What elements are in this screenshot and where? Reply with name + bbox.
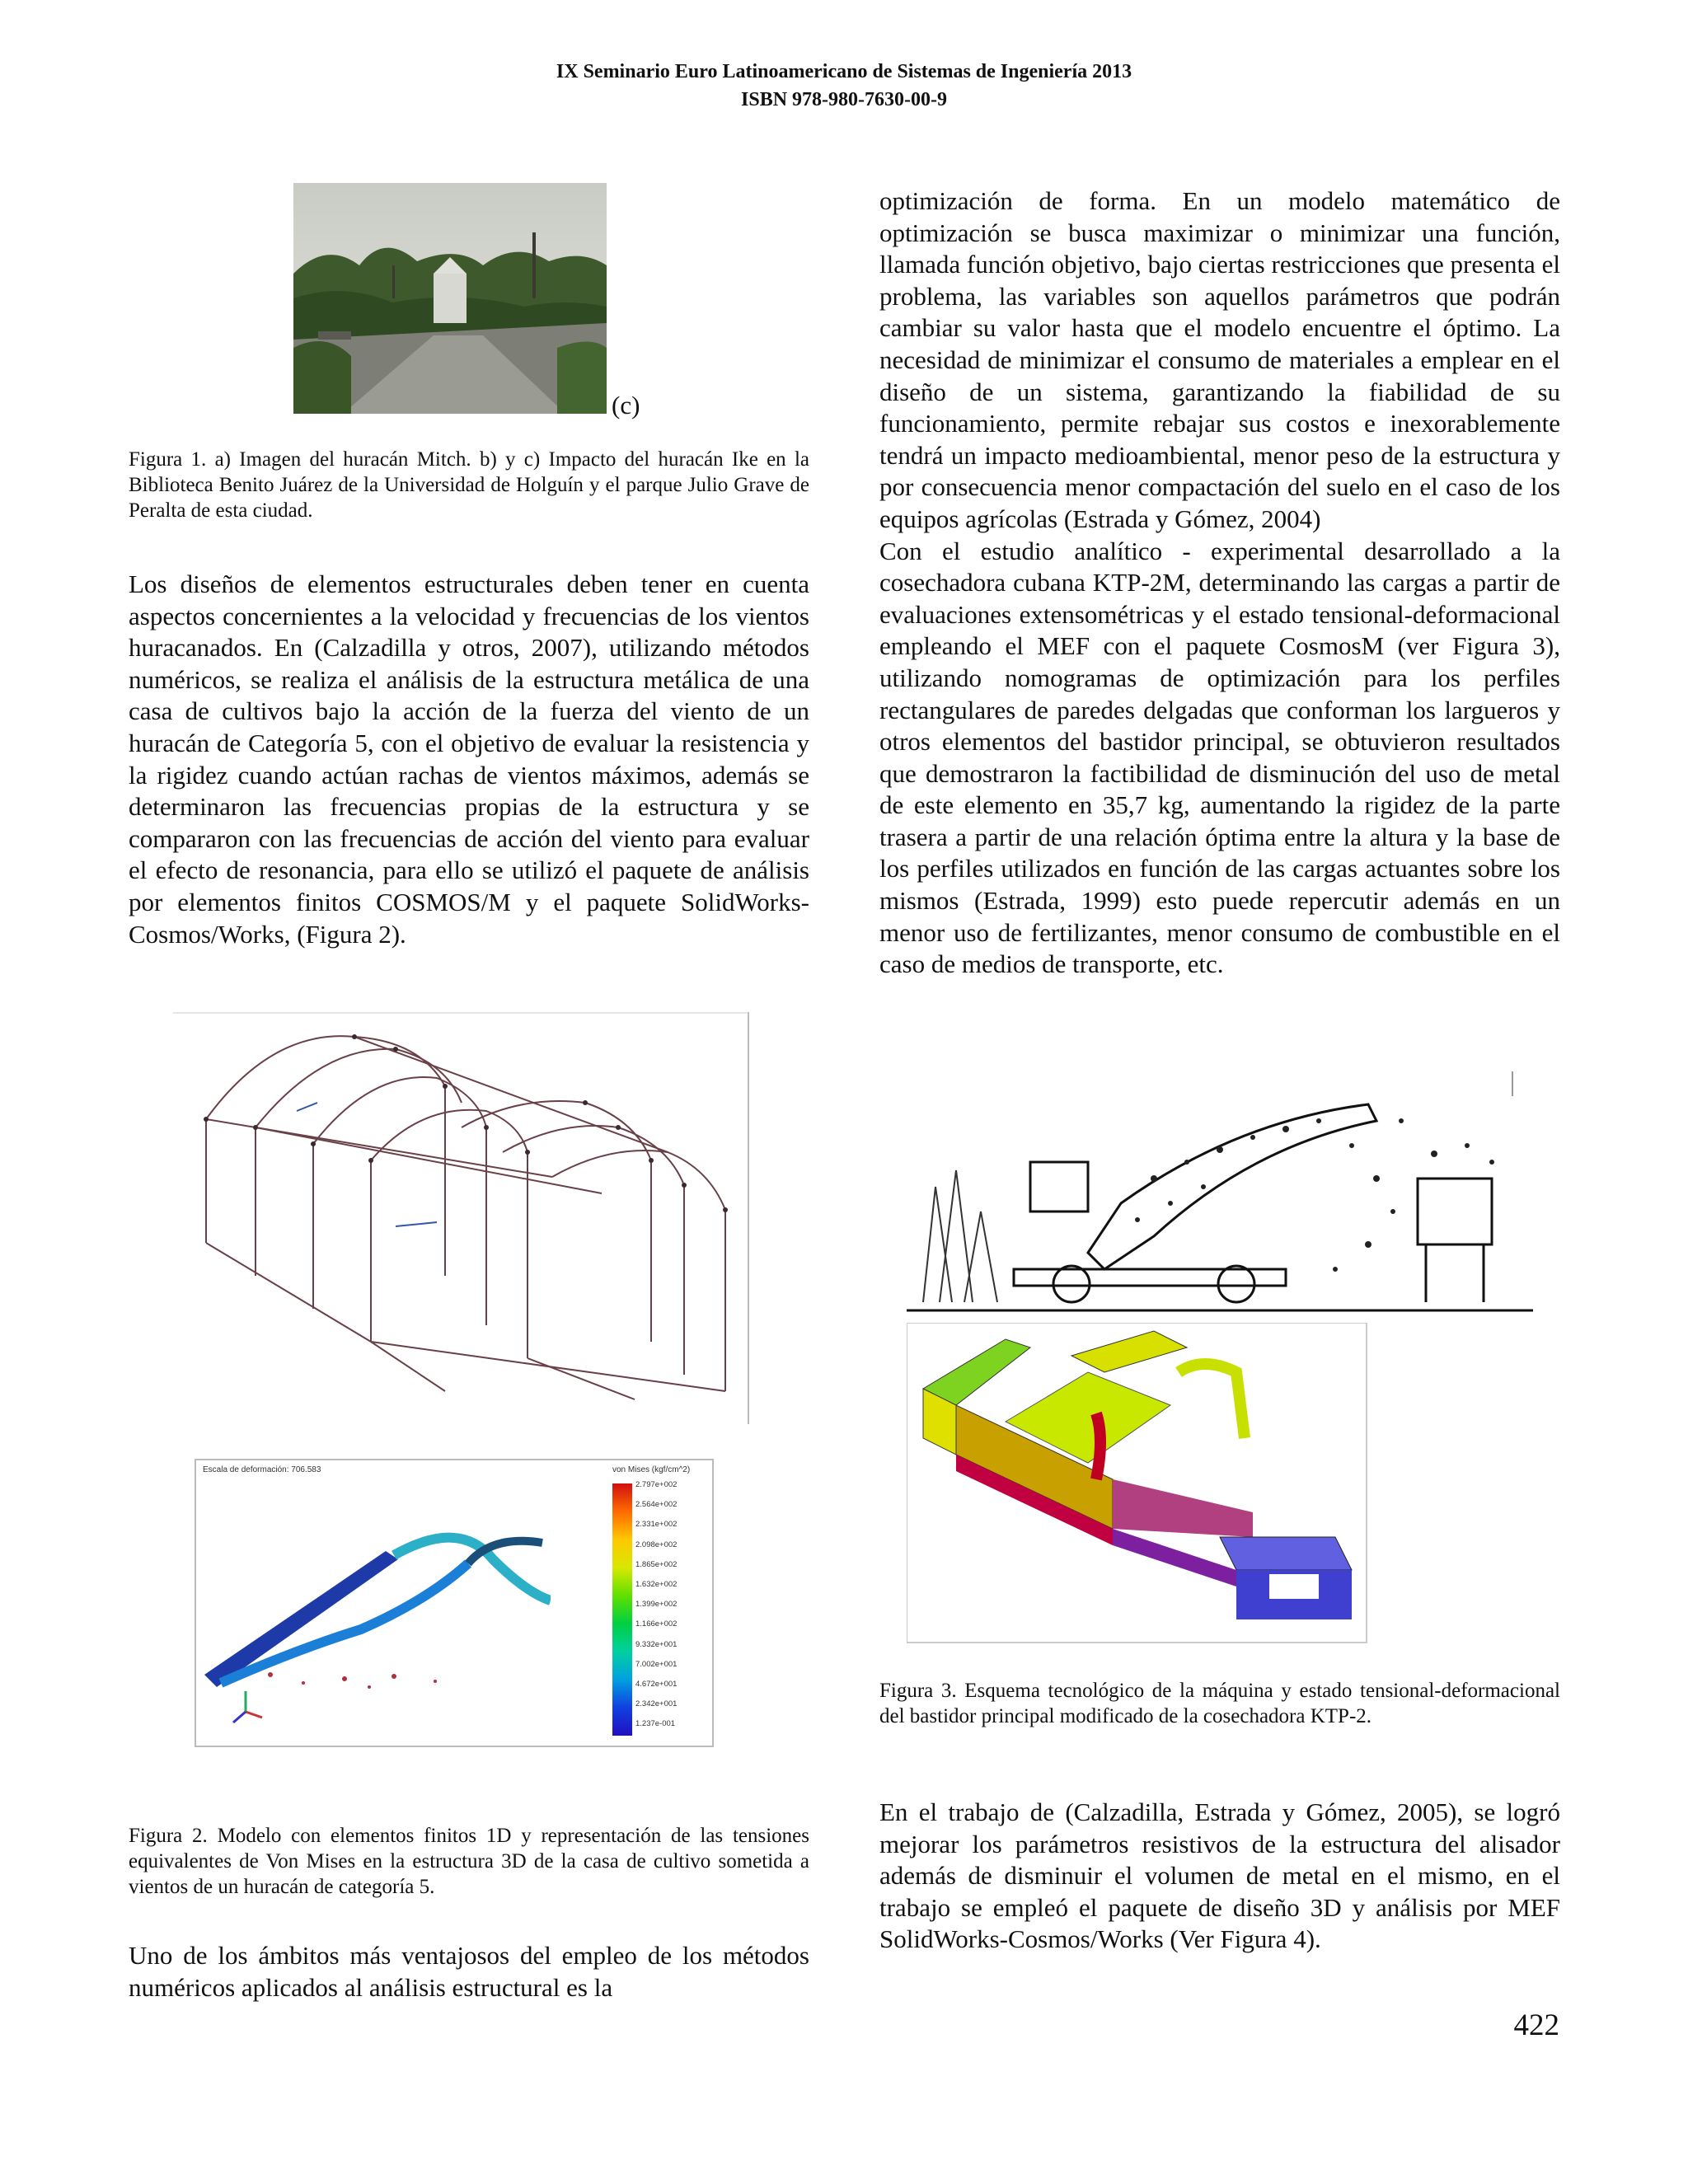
legend-value: 2.342e+001 [635, 1699, 678, 1709]
hurricane-park-photo [293, 183, 607, 414]
legend-value: 1.237e-001 [635, 1719, 676, 1729]
figure2-fem-model [173, 1012, 750, 1424]
legend-value: 2.797e+002 [635, 1480, 678, 1489]
legend-value: 2.331e+002 [635, 1520, 678, 1530]
chassis-stress-render [907, 1323, 1368, 1644]
legend-value: 1.632e+002 [635, 1579, 678, 1589]
legend-value: 2.564e+002 [635, 1500, 678, 1510]
figure3-caption: Figura 3. Esquema tecnológico de la máquina y estado tensional-deformacional del bastidor principal modificado de la cosechadora KTP-2. [879, 1680, 1560, 1727]
figure1-label-c: (c) [612, 391, 640, 419]
legend-value: 7.002e+001 [635, 1659, 678, 1669]
header-line-1: IX Seminario Euro Latinoamericano de Sistemas de Ingeniería 2013 [556, 61, 1132, 82]
figure1-photo [293, 183, 607, 414]
greenhouse-frame-diagram [173, 1012, 750, 1424]
figure2-von-mises-plot [195, 1459, 714, 1747]
left-paragraph-1: Los diseños de elementos estructurales deben tener en cuenta aspectos concernientes a la velocidad y frecuencias de los vientos huracanados. En (Calzadilla y otros, 2007), utilizando métodos numéricos, se realiza el análisis de la estructura metálica de una casa de cultivos bajo la acción de la fuerza del viento de un huracán de Categoría 5, con el objetivo de evaluar la resistencia y la rigidez cuando actúan rachas de vientos máximos, además se determinaron las frecuencias propias de la estructura y se compararon con las frecuencias de acción del viento para evaluar el efecto de resonancia, para ello se utilizó el paquete de análisis por elementos finitos COSMOS/M y el paquete SolidWorks-Cosmos/Works, (Figura 2). [129, 569, 809, 949]
figure2-caption: Figura 2. Modelo con elementos finitos 1D y representación de las tensiones equivalentes de Von Mises en la estructura 3D de la casa de cultivo sometida a vientos de un huracán de categoría 5. [129, 1825, 809, 1898]
right-paragraph-2: Con el estudio analítico - experimental desarrollado a la cosechadora cubana KTP-2M, determinando las cargas a partir de evaluaciones extensométricas y el estado tensional-deformacional empleando el MEF con el paquete CosmosM (ver Figura 3), utilizando nomogramas de optimización para los perfiles rectangulares de paredes delgadas que conforman los largueros y otros elementos del bastidor principal, se obtuvieron resultados que demostraron la factibilidad de disminución del uso de metal de este elemento en 35,7 kg, aumentando la rigidez de la parte trasera a partir de una relación óptima entre la altura y la base de los perfiles utilizados en función de las cargas actuantes sobre los mismos (Estrada, 1999) esto puede repercutir además en un menor uso de fertilizantes, menor consumo de combustible en el caso de medios de transporte, etc. [879, 536, 1560, 979]
legend-value: 1.865e+002 [635, 1559, 678, 1569]
right-paragraph-3: En el trabajo de (Calzadilla, Estrada y Gómez, 2005), se logró mejorar los parámetros resistivos de la estructura del alisador además de disminuir el volumen de metal en el mismo, en el trabajo se empleó el paquete de diseño 3D y análisis por MEF SolidWorks-Cosmos/Works (Ver Figura 4). [879, 1797, 1560, 1954]
figure3-fem-chassis [907, 1323, 1368, 1644]
deformation-scale-label: Escala de deformación: 706.583 [203, 1465, 321, 1474]
legend-value: 9.332e+001 [635, 1639, 678, 1649]
running-header [0, 58, 1688, 114]
legend-value: 1.399e+002 [635, 1600, 678, 1610]
legend-value: 1.166e+002 [635, 1619, 678, 1629]
harvester-sketch [907, 1071, 1533, 1319]
legend-value: 2.098e+002 [635, 1540, 678, 1549]
figure3-machine-sketch [907, 1071, 1533, 1319]
von-mises-color-legend [612, 1483, 632, 1736]
legend-title: von Mises (kgf/cm^2) [612, 1465, 691, 1474]
header-line-2: ISBN 978-980-7630-00-9 [741, 89, 947, 110]
legend-value: 4.672e+001 [635, 1679, 678, 1689]
page-number: 422 [1513, 2008, 1559, 2042]
left-paragraph-2: Uno de los ámbitos más ventajosos del empleo de los métodos numéricos aplicados al análisis estructural es la [129, 1941, 809, 2002]
legend-value-list [635, 1480, 710, 1739]
right-paragraph-1: optimización de forma. En un modelo matemático de optimización se busca maximizar o minimizar una función, llamada función objetivo, bajo ciertas restricciones que presenta el problema, las variables son aquellos parámetros que podrán cambiar su valor hasta que el modelo encuentre el óptimo. La necesidad de minimizar el consumo de materiales a emplear en el diseño de un sistema, garantizando la fiabilidad de su funcionamiento, permite rebajar sus costos e inexorablemente tendrá un impacto medioambiental, menor peso de la estructura y por consecuencia menor compactación del suelo en el caso de los equipos agrícolas (Estrada y Gómez, 2004) [879, 186, 1560, 533]
figure1-caption: Figura 1. a) Imagen del huracán Mitch. b) y c) Impacto del huracán Ike en la Biblioteca Benito Juárez de la Universidad de Holguín y el parque Julio Grave de Peralta de esta ciudad. [129, 448, 809, 522]
stressed-structure-render [196, 1485, 551, 1732]
